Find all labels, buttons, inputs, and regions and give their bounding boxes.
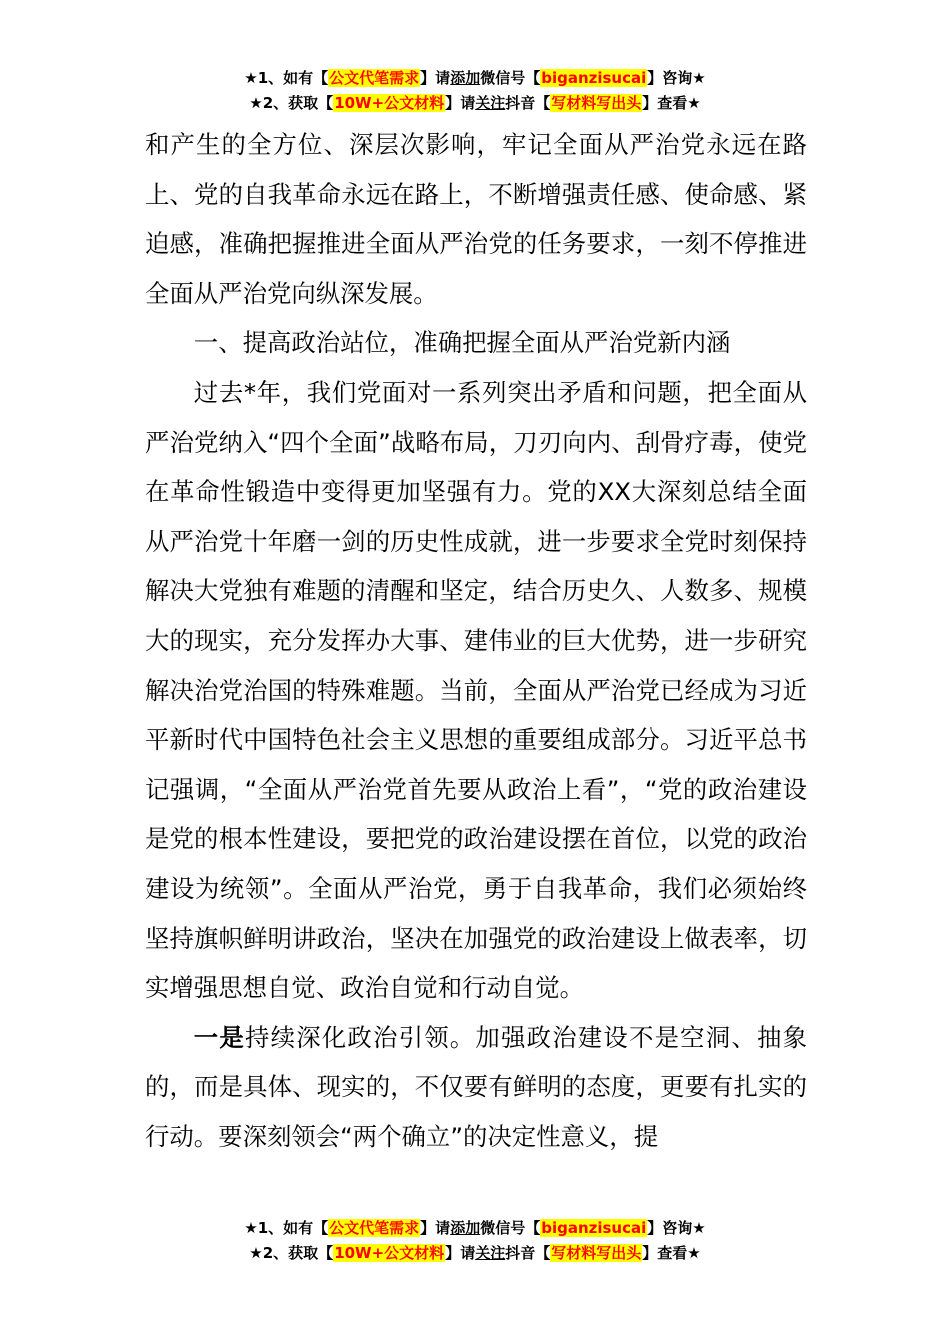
- top-banner: [0, 66, 950, 116]
- highlight-service: 公文代笔需求: [329, 1219, 420, 1237]
- banner-line-1: ★1、如有【公文代笔需求】请添加微信号【biganzisucai】咨询★: [244, 1219, 706, 1237]
- bottom-banner: [0, 1216, 950, 1266]
- paragraph: 和产生的全方位、深层次影响，牢记全面从严治党永远在路上、党的自我革命永远在路上，不断增强责任感、使命感、紧迫感，准确把握推进全面从严治党的任务要求，一刻不停推进全面从严治党向纵深发展。: [145, 130, 807, 308]
- highlight-wechat-id: biganzisucai: [541, 69, 647, 87]
- highlight-service: 公文代笔需求: [329, 69, 420, 87]
- banner-line-2: ★2、获取【10W+公文材料】请关注抖音【写材料写出头】查看★: [249, 1244, 701, 1262]
- paragraph: 一是持续深化政治引领。加强政治建设不是空洞、抽象的，而是具体、现实的，不仅要有鲜明的态度，更要有扎实的行动。要深刻领会“两个确立”的决定性意义，提: [145, 1022, 807, 1151]
- paragraph: 过去*年，我们党面对一系列突出矛盾和问题，把全面从严治党纳入“四个全面”战略布局，刀刃向内、刮骨疗毒，使党在革命性锻造中变得更加坚强有力。党的XX大深刻总结全面从严治党十年磨一剑的历史性成就，进一步要求全党时刻保持解决大党独有难题的清醒和坚定，结合历史久、人数多、规模大的现实，充分发挥办大事、建伟业的巨大优势，进一步研究解决治党治国的特殊难题。当前，全面从严治党已经成为习近平新时代中国特色社会主义思想的重要组成部分。习近平总书记强调，“全面从严治党首先要从政治上看”，“党的政治建设是党的根本性建设，要把党的政治建设摆在首位，以党的政治建设为统领”。全面从严治党，勇于自我革命，我们必须始终坚持旗帜鲜明讲政治，坚决在加强党的政治建设上做表率，切实增强思想自觉、政治自觉和行动自觉。: [145, 377, 807, 1003]
- highlight-materials: 10W+公文材料: [334, 94, 445, 112]
- highlight-douyin-name: 写材料写出头: [551, 94, 642, 112]
- highlight-wechat-id: biganzisucai: [541, 1219, 647, 1237]
- highlight-materials: 10W+公文材料: [334, 1244, 445, 1262]
- highlight-douyin-name: 写材料写出头: [551, 1244, 642, 1262]
- document-body: [145, 120, 807, 1161]
- banner-line-1: ★1、如有【公文代笔需求】请添加微信号【biganzisucai】咨询★: [244, 69, 706, 87]
- point-lead: 一是: [193, 1022, 245, 1052]
- banner-line-2: ★2、获取【10W+公文材料】请关注抖音【写材料写出头】查看★: [249, 94, 701, 112]
- section-heading: 一、提高政治站位，准确把握全面从严治党新内涵: [193, 328, 731, 358]
